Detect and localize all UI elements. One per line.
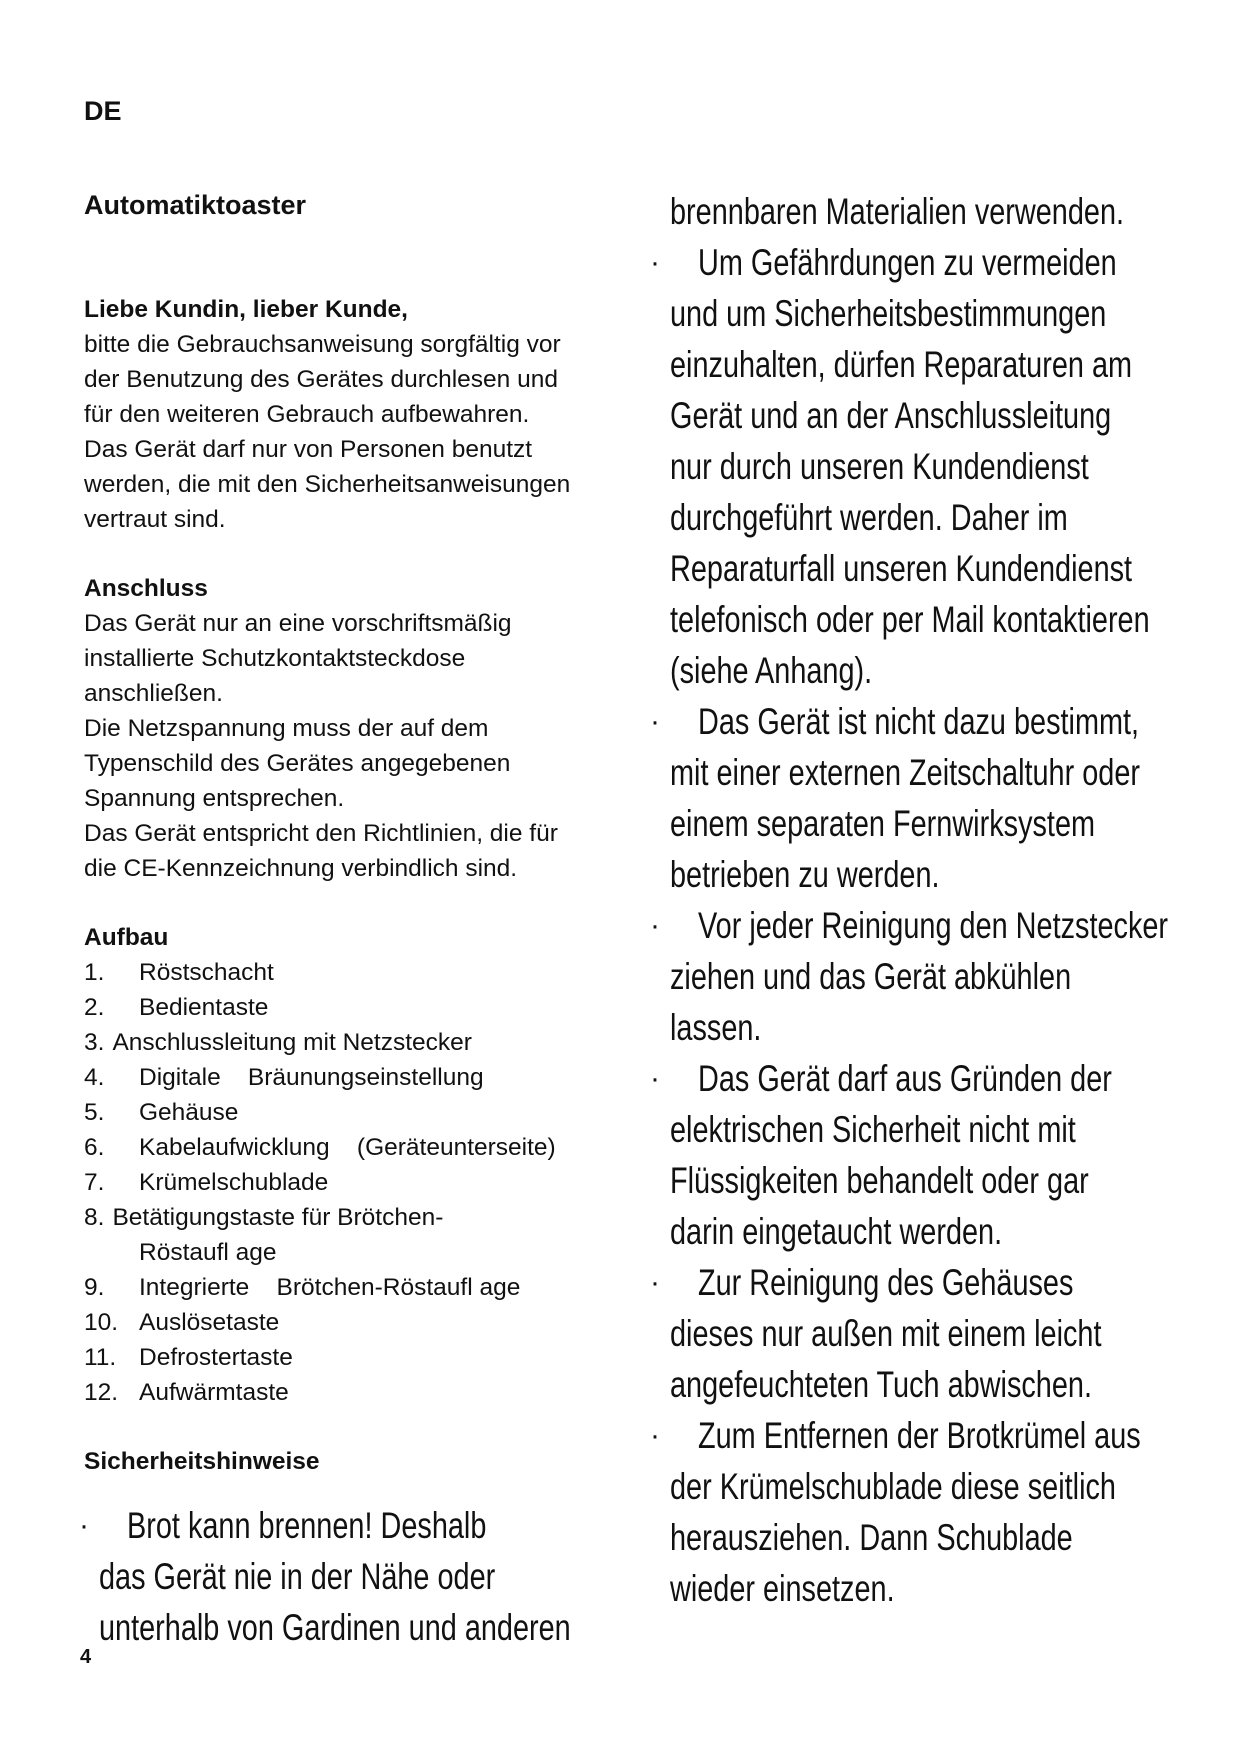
parts-list-item: [84, 1270, 604, 1305]
safety-line: darin eingetaucht werden.: [670, 1211, 1003, 1252]
item-number: 1.: [84, 959, 105, 986]
item-number: 10.: [84, 1309, 119, 1336]
parts-list-item: [84, 1060, 604, 1095]
parts-list-item: [84, 1375, 604, 1410]
bullet-icon: ·: [650, 246, 660, 279]
safety-item: [650, 900, 1215, 1053]
safety-line: mit einer externen Zeitschaltuhr oder: [670, 752, 1141, 793]
item-text: Anschlussleitung mit Netzstecker: [112, 1029, 472, 1056]
safety-line: Zur Reinigung des Gehäuses: [698, 1262, 1074, 1303]
safety-line: Reparaturfall unseren Kundendienst: [670, 548, 1133, 589]
parts-list-item: [84, 1165, 604, 1200]
item-number: 7.: [84, 1169, 105, 1196]
parts-list-item: [84, 1305, 604, 1340]
item-number: 5.: [84, 1099, 105, 1126]
safety-line: Flüssigkeiten behandelt oder gar: [670, 1160, 1089, 1201]
anschluss-section: [84, 571, 604, 886]
intro-line: vertraut sind.: [84, 506, 226, 533]
aufbau-section: [84, 920, 604, 1410]
bullet-icon: ·: [650, 909, 660, 942]
aufbau-heading: Aufbau: [84, 924, 169, 951]
intro-line: für den weiteren Gebrauch aufbewahren.: [84, 401, 530, 428]
safety-line: Das Gerät darf aus Gründen der: [698, 1058, 1112, 1099]
safety-line: dieses nur außen mit einem leicht: [670, 1313, 1102, 1354]
intro-line: der Benutzung des Gerätes durchlesen und: [84, 366, 558, 393]
anschluss-line: installierte Schutzkontaktsteckdose: [84, 645, 466, 672]
anschluss-line: Typenschild des Gerätes angegebenen: [84, 750, 511, 777]
parts-list-item: [84, 1340, 604, 1375]
item-number: 6.: [84, 1134, 105, 1161]
bullet-icon: ·: [650, 705, 660, 738]
safety-line: einzuhalten, dürfen Reparaturen am: [670, 344, 1133, 385]
safety-line: der Krümelschublade diese seitlich: [670, 1466, 1116, 1507]
safety-continuation: [655, 186, 1215, 237]
anschluss-line: Das Gerät entspricht den Richtlinien, die für: [84, 820, 558, 847]
safety-item: [79, 1500, 644, 1653]
parts-list-item: [84, 955, 604, 990]
safety-item: [650, 1257, 1215, 1410]
anschluss-line: die CE-Kennzeichnung verbindlich sind.: [84, 855, 518, 882]
item-text: Röstschacht: [139, 959, 274, 986]
safety-line: Vor jeder Reinigung den Netzstecker: [698, 905, 1169, 946]
safety-line: (siehe Anhang).: [670, 650, 873, 691]
item-number: 9.: [84, 1274, 105, 1301]
item-text: Defrostertaste: [139, 1344, 293, 1371]
parts-list-item: [84, 1025, 604, 1060]
safety-heading: Sicherheitshinweise: [84, 1448, 320, 1475]
intro-section: [84, 292, 604, 537]
intro-line: Das Gerät darf nur von Personen benutzt: [84, 436, 533, 463]
intro-heading: Liebe Kundin, lieber Kunde,: [84, 296, 408, 323]
page-title: Automatiktoaster: [84, 190, 307, 220]
parts-list-item: [84, 1130, 604, 1165]
parts-list-item: [84, 1200, 604, 1235]
safety-item-left: [79, 1500, 644, 1653]
anschluss-line: Das Gerät nur an eine vorschriftsmäßig: [84, 610, 512, 637]
safety-item: [650, 237, 1215, 696]
anschluss-line: Die Netzspannung muss der auf dem: [84, 715, 489, 742]
anschluss-line: anschließen.: [84, 680, 223, 707]
item-text: Betätigungstaste für Brötchen-: [112, 1204, 444, 1231]
item-number: 3.: [84, 1029, 105, 1056]
safety-line: wieder einsetzen.: [670, 1568, 895, 1609]
item-number: 12.: [84, 1379, 119, 1406]
anschluss-line: Spannung entsprechen.: [84, 785, 345, 812]
anschluss-heading: Anschluss: [84, 575, 208, 602]
safety-line: einem separaten Fernwirksystem: [670, 803, 1096, 844]
item-text: Auslösetaste: [139, 1309, 280, 1336]
safety-line: lassen.: [670, 1007, 762, 1048]
parts-list-item: [84, 1095, 604, 1130]
item-text: Bedientaste: [139, 994, 269, 1021]
item-text: Kabelaufwicklung (Geräteunterseite): [139, 1134, 556, 1161]
item-number: 4.: [84, 1064, 105, 1091]
bullet-icon: ·: [650, 1266, 660, 1299]
safety-line: Um Gefährdungen zu vermeiden: [698, 242, 1117, 283]
safety-line: Gerät und an der Anschlussleitung: [670, 395, 1112, 436]
parts-list-item-continuation: [84, 1235, 604, 1270]
safety-line: angefeuchteten Tuch abwischen.: [670, 1364, 1092, 1405]
parts-list: [84, 955, 604, 1410]
bullet-icon: ·: [650, 1419, 660, 1452]
intro-line: bitte die Gebrauchsanweisung sorgfältig vor: [84, 331, 561, 358]
item-text: Gehäuse: [139, 1099, 239, 1126]
bullet-icon: ·: [650, 1062, 660, 1095]
safety-line: telefonisch oder per Mail kontaktieren: [670, 599, 1150, 640]
item-number: 8.: [84, 1204, 105, 1231]
safety-line: ziehen und das Gerät abkühlen: [670, 956, 1072, 997]
safety-item: [650, 1053, 1215, 1257]
item-text-continued: Röstaufl age: [139, 1239, 277, 1266]
page-number: 4: [80, 1646, 92, 1668]
safety-item: [650, 1410, 1215, 1614]
item-number: 11.: [84, 1344, 117, 1371]
item-number: 2.: [84, 994, 105, 1021]
safety-line: durchgeführt werden. Daher im: [670, 497, 1068, 538]
item-text: Krümelschublade: [139, 1169, 329, 1196]
safety-item: [650, 696, 1215, 900]
safety-line: elektrischen Sicherheit nicht mit: [670, 1109, 1076, 1150]
item-text: Aufwärmtaste: [139, 1379, 289, 1406]
language-code: DE: [84, 96, 122, 126]
left-column: [84, 292, 604, 1479]
safety-line: brennbaren Materialien verwenden.: [670, 191, 1125, 232]
safety-line: nur durch unseren Kundendienst: [670, 446, 1089, 487]
item-text: Integrierte Brötchen-Röstaufl age: [139, 1274, 521, 1301]
safety-line: betrieben zu werden.: [670, 854, 940, 895]
safety-line: das Gerät nie in der Nähe oder: [99, 1556, 496, 1597]
bullet-icon: ·: [79, 1509, 89, 1542]
parts-list-item: [84, 990, 604, 1025]
safety-line: Zum Entfernen der Brotkrümel aus: [698, 1415, 1141, 1456]
right-column: [650, 186, 1215, 1614]
intro-line: werden, die mit den Sicherheitsanweisungen: [84, 471, 571, 498]
item-text: Digitale Bräunungseinstellung: [139, 1064, 484, 1091]
safety-line: unterhalb von Gardinen und anderen: [99, 1607, 571, 1648]
safety-line: und um Sicherheitsbestimmungen: [670, 293, 1107, 334]
safety-line: Brot kann brennen! Deshalb: [127, 1505, 487, 1546]
safety-line: Das Gerät ist nicht dazu bestimmt,: [698, 701, 1140, 742]
safety-line: herausziehen. Dann Schublade: [670, 1517, 1073, 1558]
